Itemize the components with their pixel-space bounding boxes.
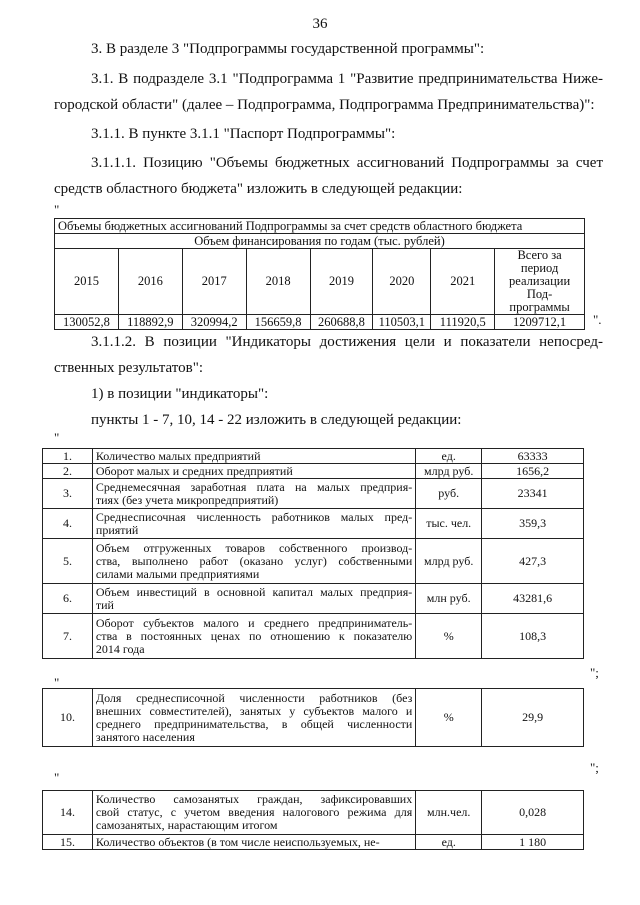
indicator-value: 1656,2 — [482, 464, 584, 479]
paragraph-section-3: 3. В разделе 3 "Подпрограммы государственной программы": — [91, 41, 485, 57]
quote-close: "; — [590, 760, 599, 775]
year-header: 2017 — [182, 249, 246, 315]
indicator-value: 23341 — [482, 479, 584, 509]
budget-table-title: Объемы бюджетных ассигнований Подпрограммы за счет средств областного бюджета — [55, 219, 585, 234]
indicator-unit: млрд руб. — [416, 464, 482, 479]
quote-open: " — [54, 675, 60, 690]
paragraph-subsection-line2: городской области" (далее – Подпрограмма, Подпрограмма Предпринимательства)": — [54, 97, 595, 113]
indicator-name-line: среднего предпринимательства, в общей численности — [95, 716, 413, 731]
indicator-name-line: силами малыми предприятиями — [95, 566, 260, 581]
indicator-name-line: свой статус, с учетом введения налогового режима для — [95, 805, 413, 819]
indicator-name — [92, 539, 415, 584]
indicators-table-2 — [42, 688, 584, 747]
year-header: 2019 — [310, 249, 373, 315]
indicator-unit: млн руб. — [416, 584, 482, 614]
paragraph-indicators-item: 1) в позиции "индикаторы": — [91, 386, 269, 402]
indicator-name — [92, 464, 415, 479]
year-header: 2015 — [55, 249, 119, 315]
total-header-line: Всего за период — [517, 248, 562, 275]
quote-open: " — [54, 202, 60, 217]
table-row — [43, 614, 584, 659]
table-row — [43, 479, 584, 509]
indicator-name — [92, 791, 415, 835]
table-row — [43, 835, 584, 850]
indicators-table-3 — [42, 790, 584, 850]
paragraph-indicators-line1: 3.1.1.2. В позиции "Индикаторы достижения цели и показатели непосред- — [91, 334, 603, 350]
indicator-name-line: Количество малых предприятий — [95, 448, 261, 463]
indicator-name-line: Оборот малых и средних предприятий — [95, 463, 293, 478]
total-header-line: программы — [509, 300, 570, 314]
indicator-name-line: Объем отгруженных товаров собственного производ- — [95, 540, 413, 555]
indicator-name-line: Среднемесячная заработная плата на малых предприя- — [95, 479, 413, 494]
paragraph-passport: 3.1.1. В пункте 3.1.1 "Паспорт Подпрограммы": — [91, 126, 396, 142]
indicator-name-line: Среднесписочная численность работников малых пред- — [95, 509, 413, 524]
paragraph-points: пункты 1 - 7, 10, 14 - 22 изложить в следующей редакции: — [91, 412, 462, 428]
paragraph-indicators-line2: ственных результатов": — [54, 360, 204, 376]
paragraph-subsection-line1: 3.1. В подразделе 3.1 "Подпрограмма 1 "Развитие предпринимательства Ниже- — [91, 71, 603, 87]
indicator-number: 10. — [43, 689, 93, 747]
indicator-name-line: Оборот субъектов малого и среднего предприниматель- — [95, 615, 413, 630]
indicator-number: 7. — [43, 614, 93, 659]
indicator-name — [92, 835, 415, 850]
table-row — [43, 584, 584, 614]
indicator-value: 108,3 — [482, 614, 584, 659]
total-header — [495, 249, 585, 315]
year-value: 130052,8 — [55, 315, 119, 330]
year-value: 320994,2 — [182, 315, 246, 330]
indicator-value: 63333 — [482, 449, 584, 464]
indicator-value: 1 180 — [482, 835, 584, 850]
indicator-unit: ед. — [416, 449, 482, 464]
indicator-unit: млрд руб. — [416, 539, 482, 584]
quote-close: "; — [590, 665, 599, 680]
paragraph-budget-line2: средств областного бюджета" изложить в следующей редакции: — [54, 181, 463, 197]
indicator-number: 1. — [43, 449, 93, 464]
indicator-name-line: 2014 года — [95, 641, 145, 656]
indicator-unit: % — [416, 614, 482, 659]
indicator-name-line: внешних совместителей), занятых у субъектов малого и — [95, 703, 413, 718]
indicator-name-line: приятий — [95, 522, 139, 537]
indicator-name-line: Доля среднесписочной численности работников (без — [95, 690, 413, 705]
indicator-unit: руб. — [416, 479, 482, 509]
indicator-name-line: ства в постоянных ценах по отношению к показателю — [95, 628, 413, 643]
indicator-name-line: занятого населения — [95, 729, 195, 744]
table-row — [43, 449, 584, 464]
year-header: 2018 — [246, 249, 310, 315]
indicator-value: 359,3 — [482, 509, 584, 539]
indicator-name-line: Количество самозанятых граждан, зафиксировавших — [95, 792, 413, 806]
quote-open: " — [54, 770, 60, 785]
indicator-unit: млн.чел. — [416, 791, 482, 835]
indicator-name — [92, 584, 415, 614]
indicator-name — [92, 479, 415, 509]
indicator-number: 4. — [43, 509, 93, 539]
indicator-value: 0,028 — [482, 791, 584, 835]
indicators-table-1 — [42, 448, 584, 659]
table-row — [43, 791, 584, 835]
indicator-name — [92, 509, 415, 539]
quote-close: ". — [593, 312, 602, 327]
year-value: 156659,8 — [246, 315, 310, 330]
total-header-line: реализации Под- — [509, 274, 571, 301]
indicator-unit: ед. — [416, 835, 482, 850]
total-value: 1209712,1 — [495, 315, 585, 330]
indicator-name — [92, 614, 415, 659]
indicator-unit: тыс. чел. — [416, 509, 482, 539]
indicator-name-line: тий — [95, 597, 114, 612]
budget-table — [54, 218, 585, 330]
year-value: 260688,8 — [310, 315, 373, 330]
indicator-number: 5. — [43, 539, 93, 584]
year-value: 110503,1 — [373, 315, 431, 330]
indicator-name-line: Количество объектов (в том числе неиспользуемых, не- — [95, 834, 380, 849]
indicator-name — [92, 449, 415, 464]
indicator-value: 43281,6 — [482, 584, 584, 614]
page-number: 36 — [312, 16, 328, 32]
table-row — [43, 464, 584, 479]
indicator-unit: % — [416, 689, 482, 747]
indicator-name-line: Объем инвестиций в основной капитал малых предприя- — [95, 584, 413, 599]
quote-open: " — [54, 430, 60, 445]
indicator-name-line: самозанятых, нарастающим итогом — [95, 818, 278, 832]
indicator-name-line: ства, выполнено работ (оказано услуг) собственными — [95, 553, 413, 568]
paragraph-budget-line1: 3.1.1.1. Позицию "Объемы бюджетных ассигнований Подпрограммы за счет — [91, 155, 603, 171]
indicator-name-line: тиях (без учета микропредприятий) — [95, 492, 279, 507]
year-header: 2020 — [373, 249, 431, 315]
indicator-number: 15. — [43, 835, 93, 850]
indicator-name — [92, 689, 415, 747]
table-row — [43, 509, 584, 539]
indicator-number: 6. — [43, 584, 93, 614]
indicator-number: 3. — [43, 479, 93, 509]
indicator-value: 29,9 — [482, 689, 584, 747]
budget-table-subtitle: Объем финансирования по годам (тыс. рублей) — [55, 234, 585, 249]
indicator-number: 14. — [43, 791, 93, 835]
year-value: 111920,5 — [431, 315, 495, 330]
table-row — [43, 689, 584, 747]
indicator-number: 2. — [43, 464, 93, 479]
year-header: 2021 — [431, 249, 495, 315]
table-row — [43, 539, 584, 584]
year-header: 2016 — [118, 249, 182, 315]
year-value: 118892,9 — [118, 315, 182, 330]
indicator-value: 427,3 — [482, 539, 584, 584]
